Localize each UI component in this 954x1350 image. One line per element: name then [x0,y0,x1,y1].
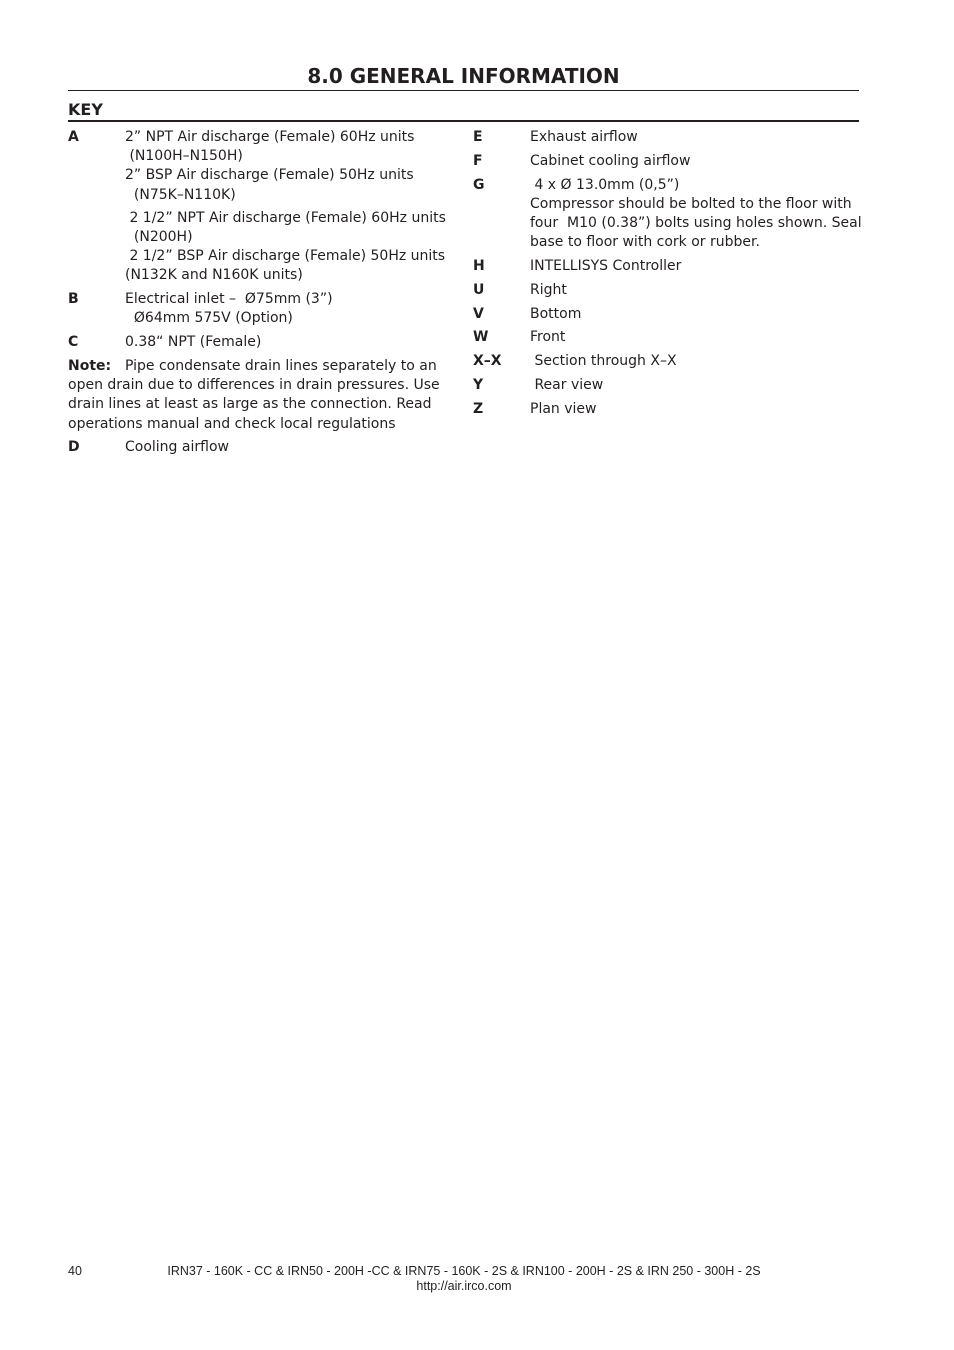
key-description [125,438,458,457]
key-description-line: four M10 (0.38”) bolts using holes shown. Seal [530,215,862,231]
key-description [125,290,458,328]
key-description [530,376,859,395]
key-entry-g [473,176,862,253]
key-code: U [473,281,485,298]
key-entry-h [473,257,859,276]
key-code: X–X [473,353,502,370]
key-code: G [473,176,485,193]
key-code: H [473,258,485,274]
key-description-line: Compressor should be bolted to the floor with [530,195,852,212]
key-description-line: (N100H–N150H) [125,148,243,165]
key-description-line: Bottom [530,305,582,322]
key-divider [68,120,859,122]
page-title: 8.0 GENERAL INFORMATION [307,64,620,88]
key-left-column [68,128,458,462]
key-description-line: Cabinet cooling airflow [530,152,691,169]
key-entry-u [473,281,859,300]
key-entry-d [68,438,458,457]
key-code: Z [473,400,484,417]
key-entry-a [68,128,458,286]
key-description-line: (N132K and N160K units) [125,267,303,284]
key-description-line: 2 1/2” NPT Air discharge (Female) 60Hz units [125,209,446,226]
key-description-line: 2” NPT Air discharge (Female) 60Hz units [125,129,415,145]
key-description-line: Rear view [530,376,604,393]
key-description [530,128,859,147]
key-entry-v [473,305,859,324]
key-description-line: Section through X–X [530,353,677,370]
key-code: A [68,129,79,145]
key-description-line: 0.38“ NPT (Female) [125,334,262,351]
key-right-entries [473,128,862,419]
key-description-line: Ø64mm 575V (Option) [125,310,293,327]
key-heading: KEY [68,100,103,119]
key-description-line: Electrical inlet – Ø75mm (3”) [125,291,333,308]
key-description-line: Exhaust airflow [530,129,638,145]
key-description [530,257,859,276]
key-left-entries-after-note [68,438,458,457]
key-code: E [473,129,483,145]
key-description [530,328,859,347]
key-code: W [473,329,489,346]
key-description-line: Right [530,281,567,298]
key-entry-w [473,328,859,347]
key-description [530,281,859,300]
key-description-line: 2 1/2” BSP Air discharge (Female) 50Hz units [125,248,446,265]
key-right-column [473,128,862,424]
key-description [530,176,862,253]
key-entry-z [473,400,859,419]
key-entry-y [473,376,859,395]
key-code: V [473,305,484,322]
key-entry-x-x [473,352,859,371]
key-description-line: (N75K–N110K) [125,186,236,203]
page-number: 40 [68,1264,82,1278]
key-code: Y [473,376,484,393]
condensate-note [68,357,458,434]
key-description [125,333,458,352]
key-description [530,400,859,419]
key-description-line: base to floor with cork or rubber. [530,234,760,251]
key-entry-f [473,152,859,171]
key-description [125,128,458,286]
key-code: B [68,291,79,308]
key-description [530,305,859,324]
footer-url: http://air.irco.com [416,1279,512,1293]
key-description-line: INTELLISYS Controller [530,258,682,274]
key-description-line: (N200H) [125,229,193,246]
key-description-line: Front [530,329,566,346]
key-code: C [68,334,79,351]
note-text: Pipe condensate drain lines separately to an open drain due to differences in drain pressures. Use drain lines at least as large as the connection. Read operations manual and check local regulations [68,358,440,432]
key-code: D [68,439,80,456]
key-description [530,152,859,171]
key-description-line: 2” BSP Air discharge (Female) 50Hz units [125,167,414,184]
key-description-line: Cooling airflow [125,439,229,456]
key-entry-b [68,290,458,328]
title-divider [68,90,859,91]
key-description-line: 4 x Ø 13.0mm (0,5”) [530,176,680,193]
key-entry-e [473,128,859,147]
key-description [530,352,859,371]
key-entry-c [68,333,458,352]
key-left-entries [68,128,458,352]
key-description-line: Plan view [530,400,597,417]
note-label: Note: [68,358,112,375]
key-code: F [473,152,483,169]
footer-document-title: IRN37 - 160K - CC & IRN50 - 200H -CC & IRN75 - 160K - 2S & IRN100 - 200H - 2S & IRN 250 - 300H - 2S [167,1264,761,1278]
